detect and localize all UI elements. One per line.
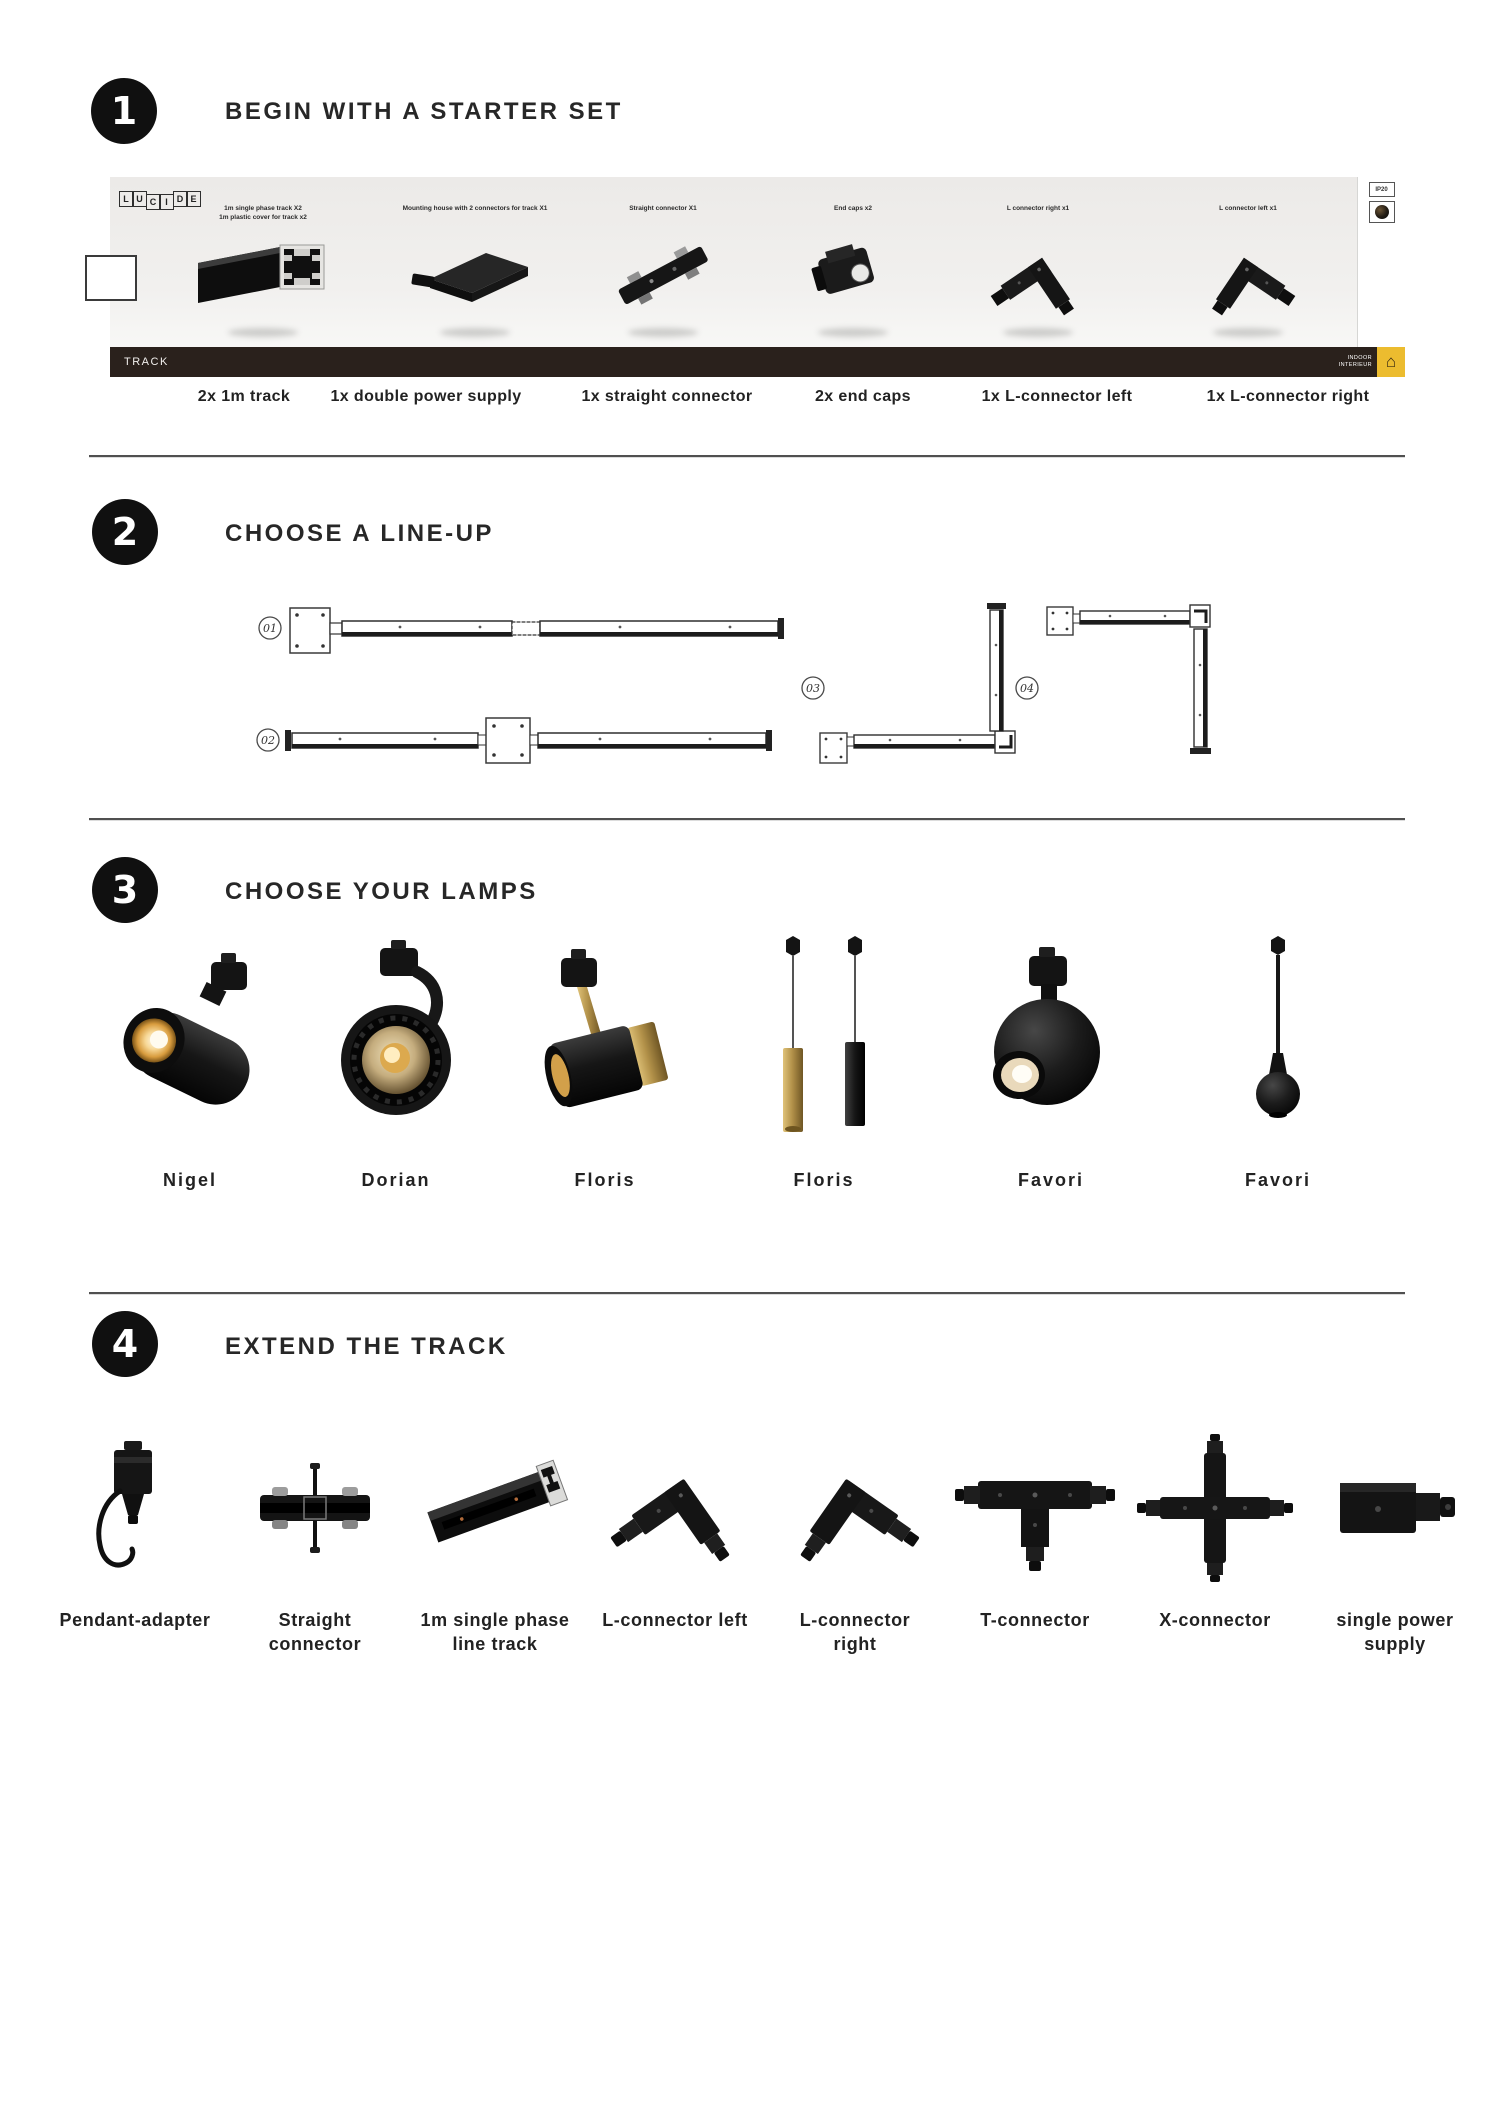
section-divider bbox=[89, 1292, 1405, 1295]
extend-item-name: L-connector left bbox=[602, 1610, 748, 1630]
step-1-title: BEGIN WITH A STARTER SET bbox=[225, 98, 623, 125]
favori-pendant-svg bbox=[1178, 928, 1378, 1163]
box-sidebar bbox=[1357, 177, 1405, 347]
caption-line: End caps x2 bbox=[834, 205, 872, 212]
extend-item-name: T-connector bbox=[980, 1610, 1090, 1630]
starter-label: 1x double power supply bbox=[330, 388, 522, 405]
lamp-floris-pendant bbox=[714, 928, 934, 1191]
interieur-line: INTERIEUR bbox=[1338, 362, 1372, 368]
step-4-title: EXTEND THE TRACK bbox=[225, 1333, 508, 1360]
section-divider bbox=[89, 818, 1405, 821]
step-1-num-text: 1 bbox=[110, 89, 138, 133]
step-2-num-text: 2 bbox=[111, 510, 139, 554]
step-4-number bbox=[92, 1311, 158, 1377]
lamp-dorian bbox=[286, 928, 506, 1191]
shadow bbox=[1213, 328, 1283, 337]
extend-item-name: Straight connector bbox=[268, 1610, 362, 1655]
step-3-number bbox=[92, 857, 158, 923]
step-1-number bbox=[91, 78, 157, 144]
track-strip-label: TRACK bbox=[124, 356, 169, 368]
lineup-02-label: 02 bbox=[261, 734, 275, 747]
box-diecut-window bbox=[85, 255, 137, 301]
line-track-image bbox=[407, 1422, 583, 1594]
l-connector-right-svg bbox=[770, 1433, 940, 1583]
mounting-house-image bbox=[400, 223, 550, 323]
step-2-title: CHOOSE A LINE-UP bbox=[225, 520, 494, 547]
floris-spot-svg bbox=[505, 928, 705, 1163]
lamp-name: Floris bbox=[574, 1170, 636, 1190]
extend-l-connector-left bbox=[587, 1422, 763, 1632]
favori-pendant-image bbox=[1168, 928, 1388, 1156]
lamp-floris-spot bbox=[495, 928, 715, 1191]
dorian-image bbox=[286, 928, 506, 1156]
track-profile-image bbox=[188, 223, 338, 323]
shadow bbox=[228, 328, 298, 337]
extend-t-connector bbox=[947, 1422, 1123, 1632]
end-caps-image bbox=[778, 223, 928, 323]
caption-line: 1m single phase track X2 bbox=[224, 205, 302, 212]
box-item-straight-connector bbox=[588, 205, 738, 337]
caption-line: Straight connector X1 bbox=[629, 205, 697, 212]
lineup-01 bbox=[259, 608, 784, 653]
lamp-nigel bbox=[80, 928, 300, 1191]
lamp-name: Favori bbox=[1017, 1170, 1085, 1190]
pendant-adapter-image bbox=[47, 1422, 223, 1594]
lamp-name: Floris bbox=[793, 1170, 855, 1190]
extend-x-connector bbox=[1127, 1422, 1303, 1632]
extend-item-name: 1m single phase line track bbox=[420, 1610, 570, 1655]
box-item-l-connector-right bbox=[963, 205, 1113, 337]
shadow bbox=[628, 328, 698, 337]
extend-l-connector-right bbox=[767, 1422, 943, 1657]
logo-letter: I bbox=[159, 194, 174, 210]
lineup-03 bbox=[802, 603, 1015, 763]
t-connector-image bbox=[947, 1422, 1123, 1594]
indoor-house-icon: ⌂ bbox=[1377, 347, 1405, 377]
l-connector-left-image bbox=[587, 1422, 763, 1594]
caption-line: L connector left x1 bbox=[1219, 205, 1277, 212]
starter-label: 1x L-connector right bbox=[1206, 388, 1370, 405]
extend-item-name: L-connector right bbox=[799, 1610, 911, 1655]
t-connector-svg bbox=[950, 1433, 1120, 1583]
shadow bbox=[440, 328, 510, 337]
lineup-04-label: 04 bbox=[1020, 682, 1034, 695]
x-connector-image bbox=[1127, 1422, 1303, 1594]
floris-pendant-svg bbox=[724, 928, 924, 1163]
extend-item-name: X-connector bbox=[1159, 1610, 1271, 1630]
lineup-diagrams bbox=[190, 585, 1420, 790]
logo-letter: L bbox=[119, 191, 134, 207]
lamp-name: Dorian bbox=[361, 1170, 431, 1190]
box-item-l-connector-left bbox=[1173, 205, 1323, 337]
floris-pendant-image bbox=[714, 928, 934, 1156]
pendant-adapter-svg bbox=[50, 1433, 220, 1583]
starter-label: 1x straight connector bbox=[581, 388, 753, 405]
lamp-favori-pendant bbox=[1168, 928, 1388, 1191]
box-item-mounting-house bbox=[400, 205, 550, 337]
logo-letter: C bbox=[146, 194, 161, 210]
lamp-favori-spot bbox=[941, 928, 1161, 1191]
extend-pendant-adapter bbox=[47, 1422, 223, 1632]
starter-set-box bbox=[110, 177, 1405, 377]
indoor-line: INDOOR bbox=[1347, 354, 1372, 361]
extend-item-name: single power supply bbox=[1336, 1610, 1454, 1655]
lineup-04 bbox=[1016, 605, 1211, 754]
favori-spot-image bbox=[941, 928, 1161, 1156]
ip20-icon: IP20 bbox=[1369, 182, 1395, 197]
step-2-number bbox=[92, 499, 158, 565]
lamp-name: Favori bbox=[1244, 1170, 1312, 1190]
caption-line: L connector right x1 bbox=[1006, 205, 1070, 212]
shadow bbox=[1003, 328, 1073, 337]
line-track-svg bbox=[410, 1433, 580, 1583]
single-power-supply-image bbox=[1307, 1422, 1483, 1594]
lamp-name: Nigel bbox=[162, 1170, 217, 1190]
lineup-03-label: 03 bbox=[806, 682, 820, 695]
indoor-label bbox=[1339, 355, 1372, 369]
l-connector-right-image bbox=[963, 223, 1113, 323]
caption-line: Mounting house with 2 connectors for track X1 bbox=[402, 205, 548, 212]
straight-connector-image bbox=[227, 1422, 403, 1594]
extend-item-name: Pendant-adapter bbox=[59, 1610, 211, 1630]
nigel-spot-image bbox=[90, 928, 290, 1163]
lineup-02 bbox=[257, 718, 772, 763]
extend-single-power-supply bbox=[1307, 1422, 1483, 1657]
l-connector-left-svg bbox=[590, 1433, 760, 1583]
straight-connector-image bbox=[588, 223, 738, 323]
starter-label: 2x end caps bbox=[814, 388, 911, 405]
section-divider bbox=[89, 455, 1405, 458]
logo-letter: D bbox=[173, 191, 188, 207]
step-4-num-text: 4 bbox=[111, 1322, 139, 1366]
l-connector-right-image bbox=[767, 1422, 943, 1594]
logo-letter: E bbox=[186, 191, 201, 207]
box-item-track bbox=[188, 205, 338, 337]
x-connector-svg bbox=[1130, 1433, 1300, 1583]
dorian-spot-image bbox=[296, 928, 496, 1163]
straight-connector-svg bbox=[230, 1433, 400, 1583]
l-connector-left-image bbox=[1173, 223, 1323, 323]
step-3-title: CHOOSE YOUR LAMPS bbox=[225, 878, 538, 905]
box-item-end-caps bbox=[778, 205, 928, 337]
step-3-num-text: 3 bbox=[111, 868, 139, 912]
caption-line: 1m plastic cover for track x2 bbox=[219, 213, 307, 221]
lineup-01-label: 01 bbox=[263, 622, 277, 635]
shadow bbox=[818, 328, 888, 337]
logo-letter: U bbox=[132, 191, 147, 207]
single-power-supply-svg bbox=[1310, 1433, 1480, 1583]
starter-label: 1x L-connector left bbox=[981, 388, 1133, 405]
extend-line-track bbox=[407, 1422, 583, 1657]
extend-straight-connector bbox=[227, 1422, 403, 1657]
bulb-icon bbox=[1369, 201, 1395, 223]
nigel-image bbox=[80, 928, 300, 1156]
box-bottom-strip bbox=[110, 347, 1405, 377]
favori-spot-svg bbox=[951, 928, 1151, 1163]
floris-spot-image bbox=[495, 928, 715, 1156]
starter-label: 2x 1m track bbox=[197, 388, 291, 405]
